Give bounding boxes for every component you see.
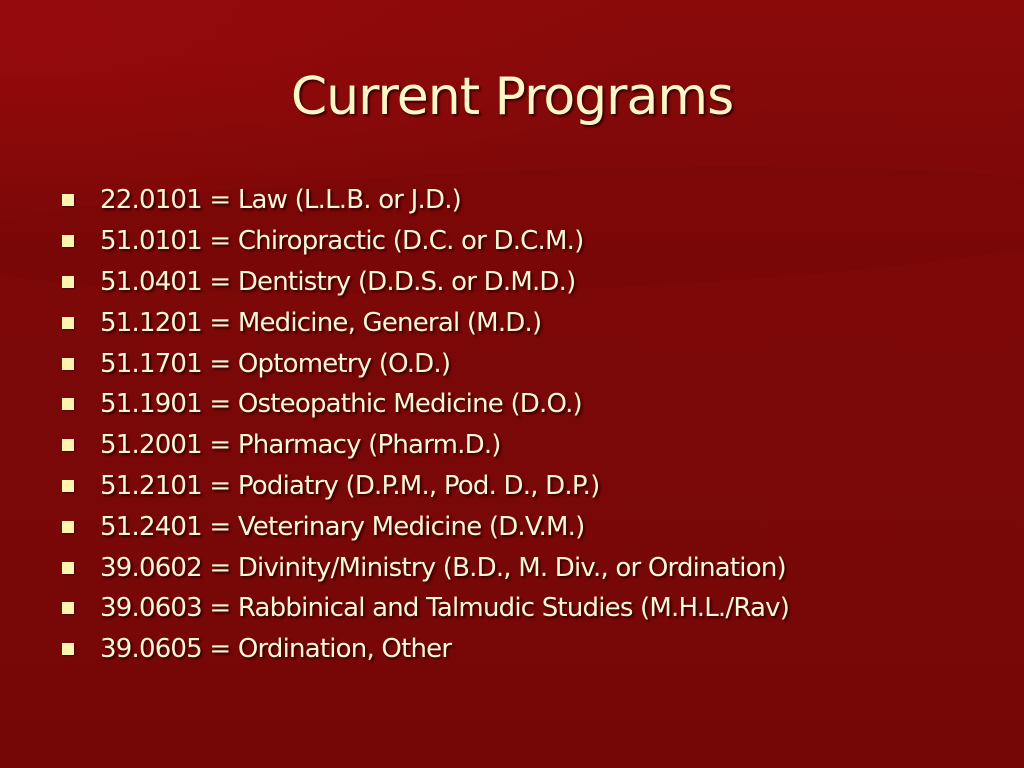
list-item-text: 51.2001 = Pharmacy (Pharm.D.): [100, 430, 501, 461]
square-bullet-icon: [62, 317, 74, 329]
list-item-text: 39.0605 = Ordination, Other: [100, 634, 452, 665]
list-item-text: 22.0101 = Law (L.L.B. or J.D.): [100, 185, 462, 216]
square-bullet-icon: [62, 521, 74, 533]
list-item-text: 51.0101 = Chiropractic (D.C. or D.C.M.): [100, 226, 584, 257]
program-list: [62, 180, 789, 670]
square-bullet-icon: [62, 358, 74, 370]
list-item: [62, 506, 789, 547]
list-item: [62, 262, 789, 303]
list-item-text: 51.0401 = Dentistry (D.D.S. or D.M.D.): [100, 266, 576, 297]
list-item: [62, 588, 789, 629]
slide-title: Current Programs: [290, 67, 734, 127]
list-item-text: 51.1901 = Osteopathic Medicine (D.O.): [100, 389, 582, 420]
list-item: [62, 547, 789, 588]
square-bullet-icon: [62, 194, 74, 206]
list-item: [62, 384, 789, 425]
list-item-text: 51.1701 = Optometry (O.D.): [100, 348, 451, 379]
square-bullet-icon: [62, 276, 74, 288]
square-bullet-icon: [62, 480, 74, 492]
list-item-text: 51.2401 = Veterinary Medicine (D.V.M.): [100, 511, 585, 542]
list-item-text: 51.1201 = Medicine, General (M.D.): [100, 307, 542, 338]
square-bullet-icon: [62, 398, 74, 410]
square-bullet-icon: [62, 562, 74, 574]
list-item-text: 39.0602 = Divinity/Ministry (B.D., M. Div., or Ordination): [100, 552, 786, 583]
list-item: [62, 180, 789, 221]
list-item: [62, 302, 789, 343]
list-item-text: 51.2101 = Podiatry (D.P.M., Pod. D., D.P.): [100, 470, 600, 501]
list-item: [62, 221, 789, 262]
list-item: [62, 466, 789, 507]
square-bullet-icon: [62, 602, 74, 614]
list-item: [62, 425, 789, 466]
square-bullet-icon: [62, 235, 74, 247]
square-bullet-icon: [62, 643, 74, 655]
list-item: [62, 343, 789, 384]
list-item: [62, 629, 789, 670]
list-item-text: 39.0603 = Rabbinical and Talmudic Studies (M.H.L./Rav): [100, 593, 790, 624]
square-bullet-icon: [62, 439, 74, 451]
